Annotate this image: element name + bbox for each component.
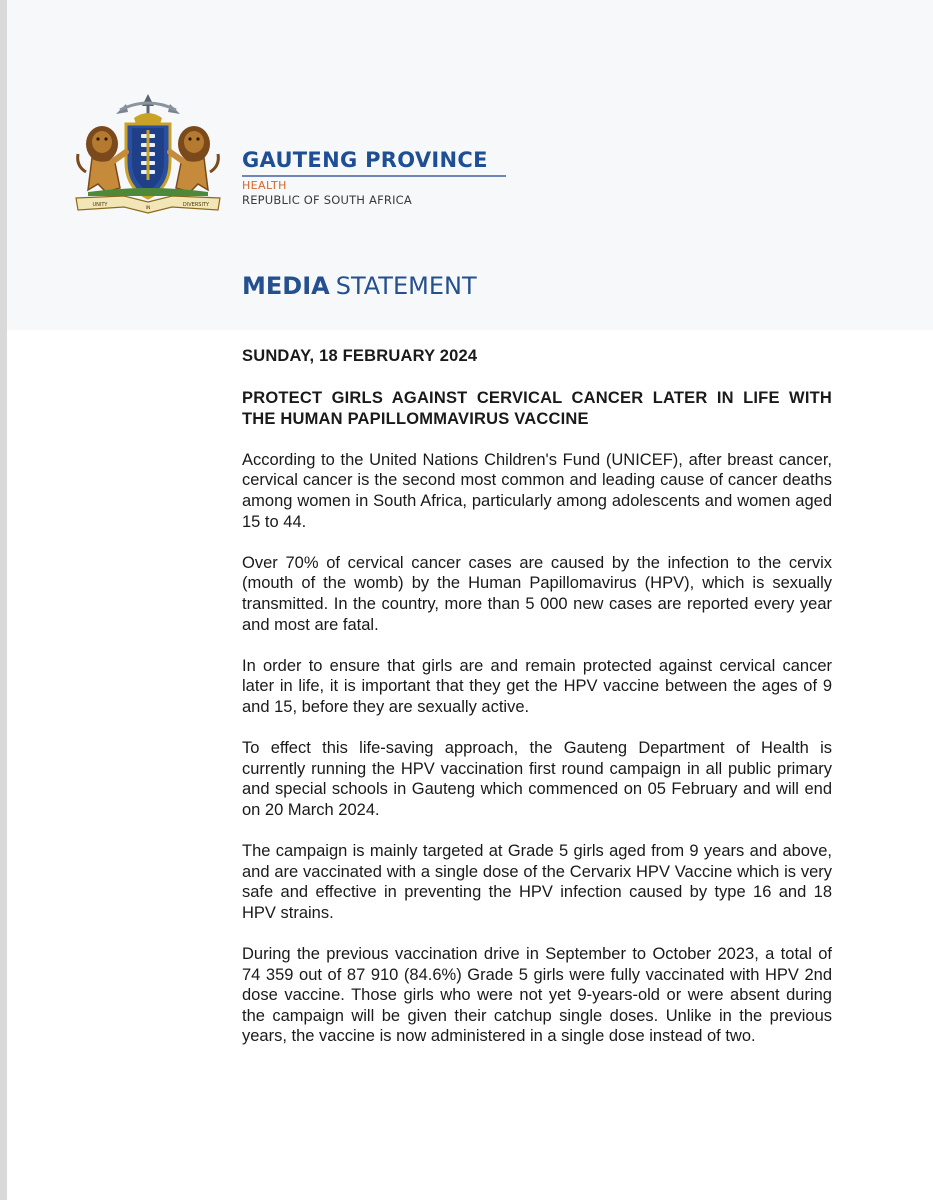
statement-body — [242, 345, 832, 1047]
statement-headline: PROTECT GIRLS AGAINST CERVICAL CANCER LATER IN LIFE WITH THE HUMAN PAPILLOMMAVIRUS VACCINE — [242, 389, 832, 428]
paragraph: To effect this life-saving approach, the Gauteng Department of Health is currently running the HPV vaccination first round campaign in all public primary and special schools in Gauteng which commenced on 05 February and will end on 20 March 2024. — [242, 739, 832, 819]
page-edge-shadow — [0, 0, 7, 1200]
paragraph: According to the United Nations Children's Fund (UNICEF), after breast cancer, cervical cancer is the second most common and leading cause of cancer deaths among women in South Africa, particularly among adolescents and women aged 15 to 44. — [242, 450, 832, 531]
document-type-strong: MEDIA — [242, 272, 330, 300]
paragraph: Over 70% of cervical cancer cases are caused by the infection to the cervix (mouth of the womb) by the Human Papillomavirus (HPV), which is sexually transmitted. In the country, more than 5 000 new cases are reported every year and most are fatal. — [242, 553, 832, 634]
organisation-name: GAUTENG PROVINCE — [242, 148, 488, 172]
paragraph: During the previous vaccination drive in September to October 2023, a total of 74 359 out of 87 910 (84.6%) Grade 5 girls were fully vaccinated with HPV 2nd dose vaccine. Those girls who were not yet 9-years-old or were absent during the campaign will be given their catchup single doses. Unlike in the previous years, the vaccine is now administered in a single dose instead of two. — [242, 945, 832, 1046]
paragraph: In order to ensure that girls are and remain protected against cervical cancer later in life, it is important that they get the HPV vaccine between the ages of 9 and 15, before they are sexually active. — [242, 656, 832, 716]
motto-left-text: UNITY — [92, 202, 108, 208]
department-name: HEALTH — [242, 179, 287, 192]
motto-right-text: DIVERSITY — [182, 202, 210, 208]
paragraph: The campaign is mainly targeted at Grade 5 girls aged from 9 years and above, and are vaccinated with a single dose of the Cervarix HPV Vaccine which is very safe and effective in preventing the HPV infection caused by type 16 and 18 HPV strains. — [242, 842, 832, 922]
letterhead-branding — [242, 148, 642, 208]
coat-of-arms-crest-icon — [68, 92, 228, 214]
document-type-heading — [242, 271, 477, 301]
branding-divider — [242, 175, 506, 177]
country-name: REPUBLIC OF SOUTH AFRICA — [242, 193, 412, 207]
motto-center-text: IN — [145, 206, 151, 211]
statement-date: SUNDAY, 18 FEBRUARY 2024 — [242, 347, 478, 365]
document-type-light: STATEMENT — [335, 272, 477, 300]
